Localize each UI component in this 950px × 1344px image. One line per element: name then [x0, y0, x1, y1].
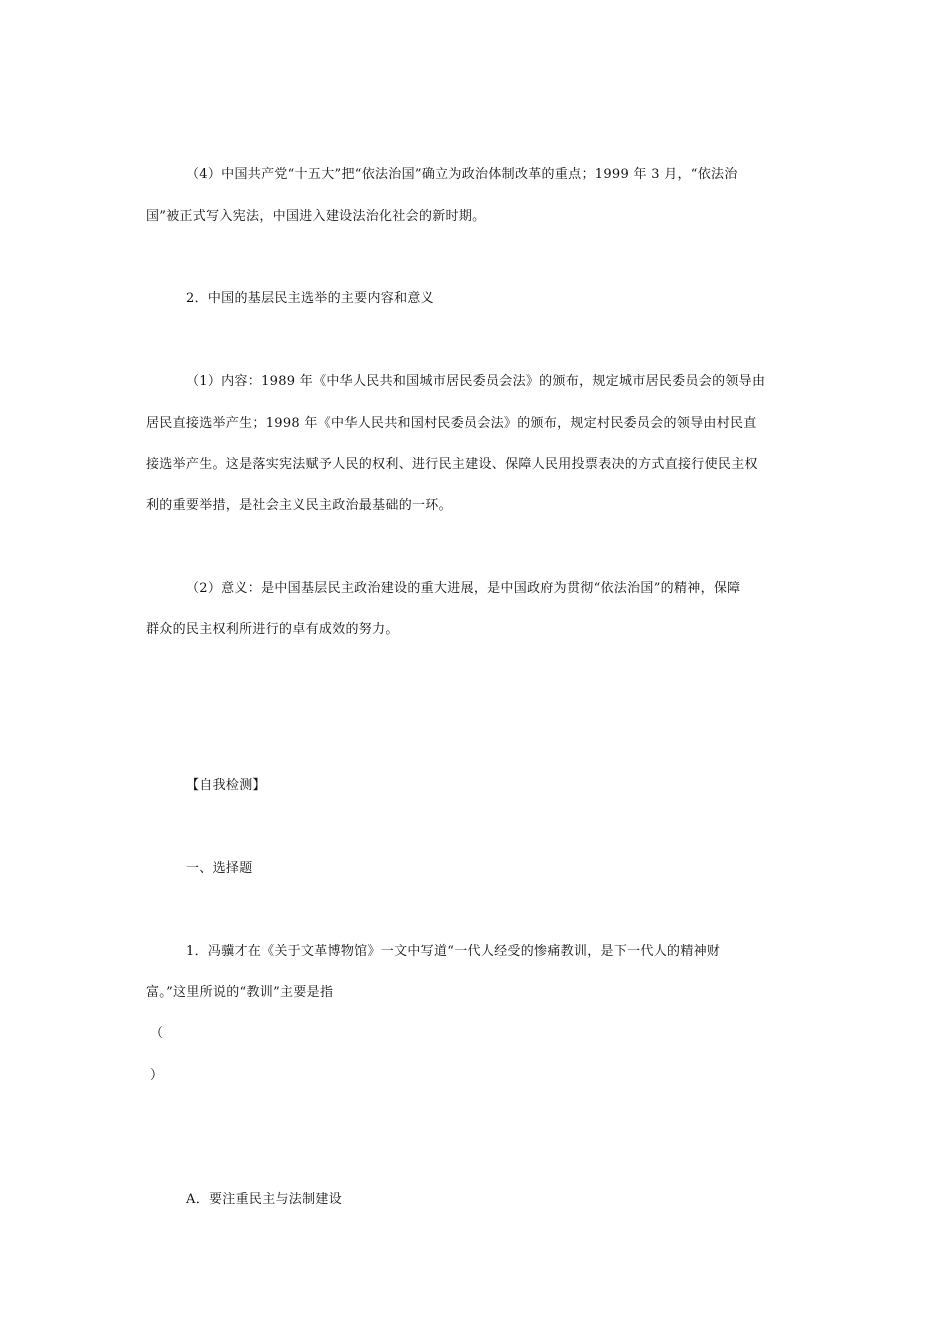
part-title-multiple-choice: 一、选择题: [186, 861, 253, 876]
self-test-heading: 【自我检测】: [186, 778, 266, 793]
question-1-line-1: 1．冯骥才在《关于文革博物馆》一文中写道“一代人经受的惨痛教训，是下一代人的精神财: [186, 944, 721, 959]
option-a: A．要注重民主与法制建设: [186, 1192, 342, 1207]
significance-line-1: （2）意义：是中国基层民主政治建设的重大进展，是中国政府为贯彻“依法治国”的精神，保障: [186, 581, 741, 596]
section-2-heading: 2．中国的基层民主选举的主要内容和意义: [186, 291, 434, 306]
significance-line-2: 群众的民主权利所进行的卓有成效的努力。: [146, 622, 399, 637]
point-4-line-2: 国”被正式写入宪法，中国进入建设法治化社会的新时期。: [146, 209, 486, 224]
content-line-1: （1）内容：1989 年《中华人民共和国城市居民委员会法》的颁布，规定城市居民委员会的领导由: [186, 374, 766, 389]
answer-paren-open: （: [150, 1026, 164, 1041]
content-line-2: 居民直接选举产生；1998 年《中华人民共和国村民委员会法》的颁布，规定村民委员会的领导由村民直: [146, 416, 757, 431]
content-line-3: 接选举产生。这是落实宪法赋予人民的权利、进行民主建设、保障人民用投票表决的方式直接行使民主权: [146, 457, 758, 472]
question-1-line-2: 富。”这里所说的“教训”主要是指: [146, 985, 334, 1000]
point-4-line-1: （4）中国共产党“十五大”把“依法治国”确立为政治体制改革的重点；1999 年 3 月，“依法治: [186, 167, 738, 182]
content-line-4: 利的重要举措，是社会主义民主政治最基础的一环。: [146, 498, 452, 513]
answer-paren-close: ）: [150, 1068, 164, 1083]
